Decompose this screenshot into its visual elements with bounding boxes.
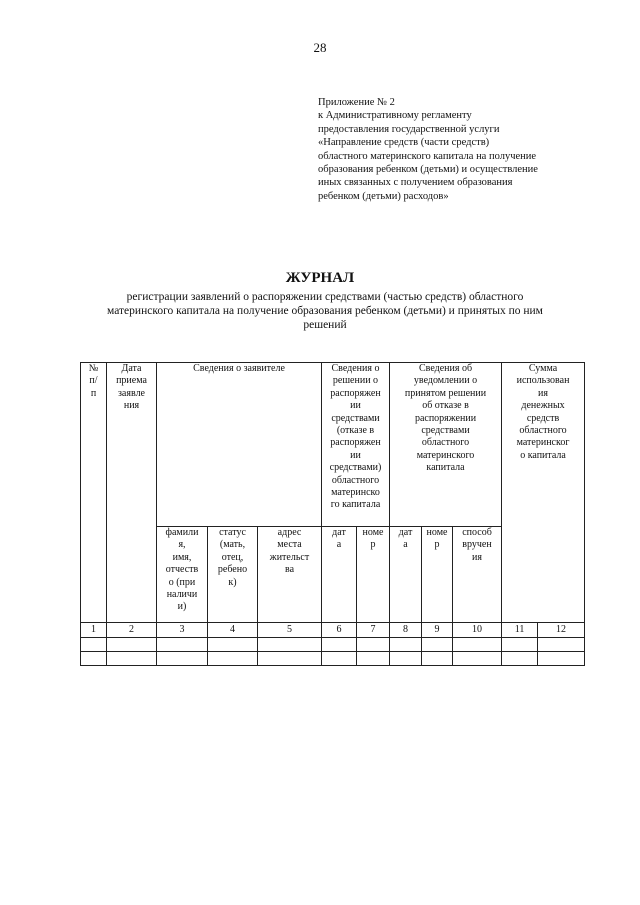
table-row: [81, 638, 585, 652]
subheader-name: фамили я, имя, отчеств о (при наличи и): [157, 527, 208, 623]
column-number: 12: [538, 623, 585, 638]
table-cell: [453, 638, 502, 652]
table-cell: [422, 638, 453, 652]
table-cell: [390, 638, 422, 652]
subheader-address: адрес места жительст ва: [258, 527, 322, 623]
table-row: [81, 652, 585, 666]
table-cell: [538, 638, 585, 652]
header-date: Дата приема заявле ния: [107, 363, 157, 623]
table-cell: [208, 652, 258, 666]
journal-table: [80, 362, 585, 666]
subtitle-line: решений: [303, 319, 347, 332]
table-cell: [502, 638, 538, 652]
subheader-notice-number: номе р: [422, 527, 453, 623]
table-cell: [422, 652, 453, 666]
table-cell: [357, 638, 390, 652]
page-number: 28: [313, 40, 327, 55]
column-number: 11: [502, 623, 538, 638]
column-number: 1: [81, 623, 107, 638]
table-cell: [258, 638, 322, 652]
header-applicant: Сведения о заявителе: [157, 363, 322, 527]
table-cell: [107, 652, 157, 666]
table-cell: [208, 638, 258, 652]
table-cell: [322, 652, 357, 666]
column-number: 9: [422, 623, 453, 638]
appendix-line: ребенком (детьми) расходов»: [318, 190, 449, 202]
document-subtitle: [70, 290, 580, 333]
header-sum: Сумма использован ия денежных средств областного материнског о капитала: [502, 363, 585, 623]
column-number: 5: [258, 623, 322, 638]
appendix-block: [318, 96, 618, 203]
column-number: 3: [157, 623, 208, 638]
table-cell: [322, 638, 357, 652]
table-cell: [81, 652, 107, 666]
appendix-line: предоставления государственной услуги: [318, 123, 500, 135]
column-number: 10: [453, 623, 502, 638]
table-cell: [81, 638, 107, 652]
table-cell: [390, 652, 422, 666]
header-notice: Сведения об уведомлении о принятом решении об отказе в распоряжении средствами областного материнского капитала: [390, 363, 502, 527]
column-number: 2: [107, 623, 157, 638]
table-cell: [453, 652, 502, 666]
table-cell: [157, 638, 208, 652]
appendix-line: к Административному регламенту: [318, 110, 472, 122]
header-decision: Сведения о решении о распоряжен ии средствами (отказе в распоряжен ии средствами) областного материнско го капитала: [322, 363, 390, 527]
subheader-decision-number: номе р: [357, 527, 390, 623]
table-cell: [107, 638, 157, 652]
table-cell: [357, 652, 390, 666]
document-title: ЖУРНАЛ: [285, 270, 355, 286]
column-number: 7: [357, 623, 390, 638]
header-num: № п/ п: [81, 363, 107, 623]
column-number: 6: [322, 623, 357, 638]
appendix-line: иных связанных с получением образования: [318, 177, 513, 189]
subheader-notice-method: способ вручен ия: [453, 527, 502, 623]
appendix-line: образования ребенком (детьми) и осуществление: [318, 164, 538, 176]
subheader-decision-date: дат а: [322, 527, 357, 623]
appendix-line: областного материнского капитала на получение: [318, 150, 537, 162]
appendix-line: «Направление средств (части средств): [318, 137, 490, 149]
column-number-row: [81, 623, 585, 638]
column-number: 4: [208, 623, 258, 638]
table-cell: [502, 652, 538, 666]
subheader-notice-date: дат а: [390, 527, 422, 623]
appendix-line: Приложение № 2: [318, 97, 395, 108]
table-cell: [538, 652, 585, 666]
table-cell: [258, 652, 322, 666]
header-row: [81, 363, 585, 527]
subtitle-line: материнского капитала на получение образования ребенком (детьми) и принятых по ним: [107, 305, 543, 318]
subtitle-line: регистрации заявлений о распоряжении средствами (частью средств) областного: [126, 291, 524, 303]
subheader-status: статус (мать, отец, ребено к): [208, 527, 258, 623]
table-cell: [157, 652, 208, 666]
column-number: 8: [390, 623, 422, 638]
